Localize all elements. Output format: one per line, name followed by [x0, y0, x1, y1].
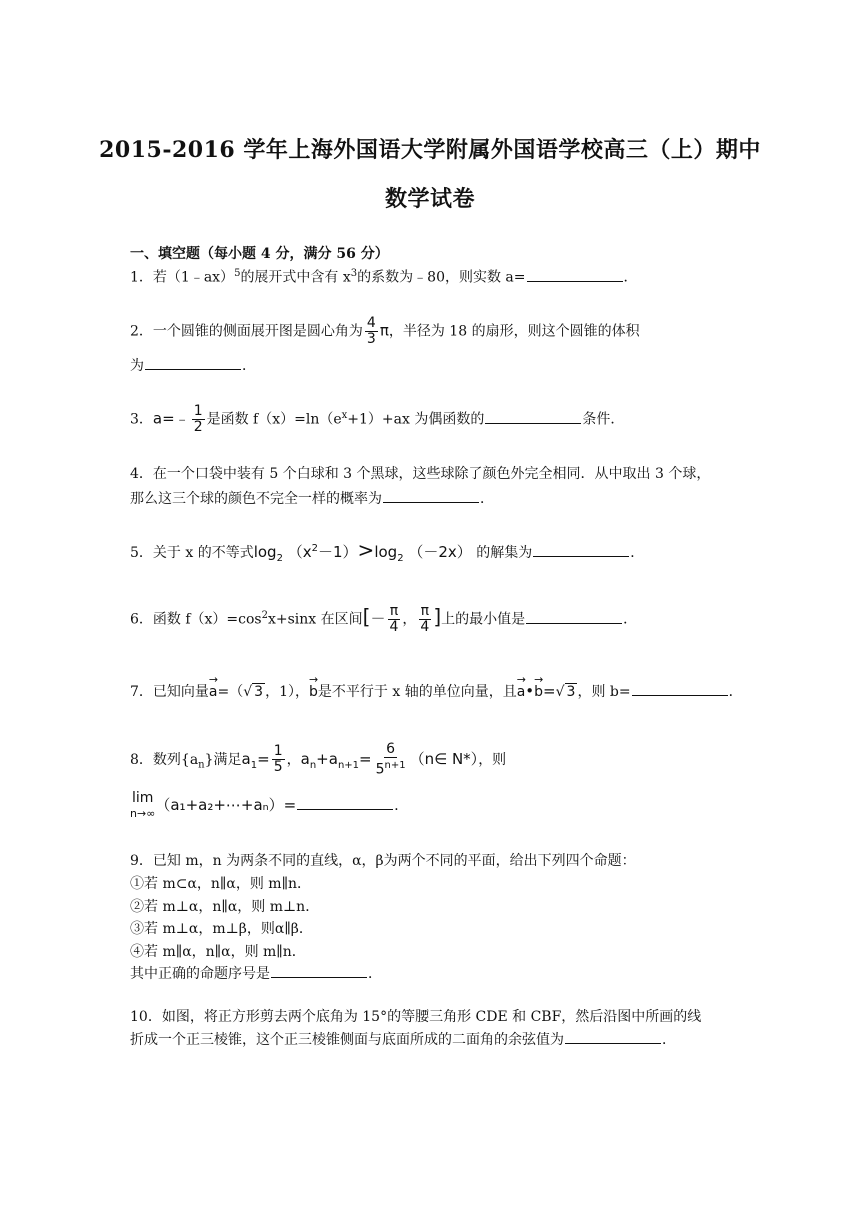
exam-title-line1: 2015-2016 学年上海外国语大学附属外国语学校高三（上）期中	[99, 137, 761, 163]
exam-title-line2: 数学试卷	[384, 186, 475, 212]
answer-blank-1[interactable]	[527, 269, 623, 282]
question-7: 7．已知向量→ a=（√ 3 ，1），→ b是不平行于 x 轴的单位向量，且→ a•→ b=√ 3 ，则 b= ．	[130, 682, 743, 701]
question-10: 10．如图，将正方形剪去两个底角为 15°的等腰三角形 CDE 和 CBF，然后沿图中所画的线	[130, 1009, 702, 1025]
fraction: $\frac{\pi}{4}$	[420, 603, 430, 635]
vector-a: → a	[517, 683, 526, 701]
proposition-1: ①若 m⊂α，n∥α，则 m∥n．	[130, 876, 312, 892]
question-4-cont: 那么这三个球的颜色不完全一样的概率为 ．	[130, 491, 494, 507]
question-9: 9．已知 m，n 为两条不同的直线，α，β为两个不同的平面，给出下列四个命题：	[130, 853, 636, 869]
fraction: $\frac{\pi}{4}$	[389, 603, 399, 635]
question-4: 4．在一个口袋中装有 5 个白球和 3 个黑球，这些球除了颜色外完全相同．从中取出 3 个球，	[130, 466, 711, 482]
fraction: $\frac{4}{3}$	[366, 315, 376, 347]
proposition-3: ③若 m⊥α，m⊥β，则α∥β．	[130, 921, 313, 937]
vector-b: → b	[534, 683, 543, 701]
proposition-2: ②若 m⊥α，n∥α，则 m⊥n．	[130, 899, 320, 915]
sqrt: √ 3	[555, 684, 576, 700]
answer-blank-3[interactable]	[485, 411, 581, 424]
question-8: 8．数列$\{a_n\}$满足$a_1=$ $\frac{1}{5}$ ，$a_n+a_{n+1}=$ $\frac{6}{5^{n+1}}$ （n∈ N*），则	[130, 741, 507, 778]
vector-b: → b	[309, 683, 318, 701]
fraction: $\frac{1}{5}$	[273, 743, 283, 776]
answer-blank-2[interactable]	[145, 357, 241, 370]
fraction: $\frac{6}{5^{n+1}}$	[375, 741, 406, 778]
sqrt: √ 3	[243, 684, 264, 700]
answer-blank-6[interactable]	[526, 611, 622, 624]
limit: lim n→∞	[130, 790, 156, 820]
answer-blank-10[interactable]	[565, 1031, 661, 1044]
question-2: 2．一个圆锥的侧面展开图是圆心角为 $\frac{4}{3}$ π，半径为 18 的扇形，则这个圆锥的体积	[130, 315, 640, 347]
proposition-4: ④若 m∥α，n∥α，则 m∥n．	[130, 944, 306, 960]
question-8-cont: lim n→∞ （a₁+a₂+⋯+aₙ）= ．	[130, 790, 409, 820]
question-6: 6．函数 $f(x)=\cos^2x+\sin x$ 在区间[－ $\frac{\pi}{4}$ ， $\frac{\pi}{4}$ ]上的最小值是 ．	[130, 603, 638, 635]
section-heading: 一、填空题（每小题 4 分，满分 56 分）	[130, 246, 389, 262]
question-5: 5．关于 x 的不等式$\log_2 (x^2-1)>\log_2$ （－2x） 的解集为 ．	[130, 538, 645, 564]
answer-blank-5[interactable]	[533, 544, 629, 557]
fraction: $\frac{1}{2}$	[193, 403, 203, 435]
question-1: 1．若（1﹣ax）$^5$的展开式中含有 $x^3$的系数为﹣80，则实数 a= ．	[130, 268, 638, 286]
answer-blank-8[interactable]	[297, 797, 393, 810]
question-3: 3．a=﹣ $\frac{1}{2}$ 是函数 $f(x)=\ln(e^x+1)+ax$ 为偶函数的 条件．	[130, 403, 625, 435]
question-2-cont: 为 ．	[130, 358, 256, 374]
answer-blank-4[interactable]	[383, 490, 479, 503]
answer-blank-7[interactable]	[632, 683, 728, 696]
answer-blank-9[interactable]	[271, 965, 367, 978]
question-9-cont: 其中正确的命题序号是 ．	[130, 966, 382, 982]
vector-a: → a	[209, 683, 218, 701]
question-10-cont: 折成一个正三棱锥，这个正三棱锥侧面与底面所成的二面角的余弦值为 ．	[130, 1032, 676, 1048]
